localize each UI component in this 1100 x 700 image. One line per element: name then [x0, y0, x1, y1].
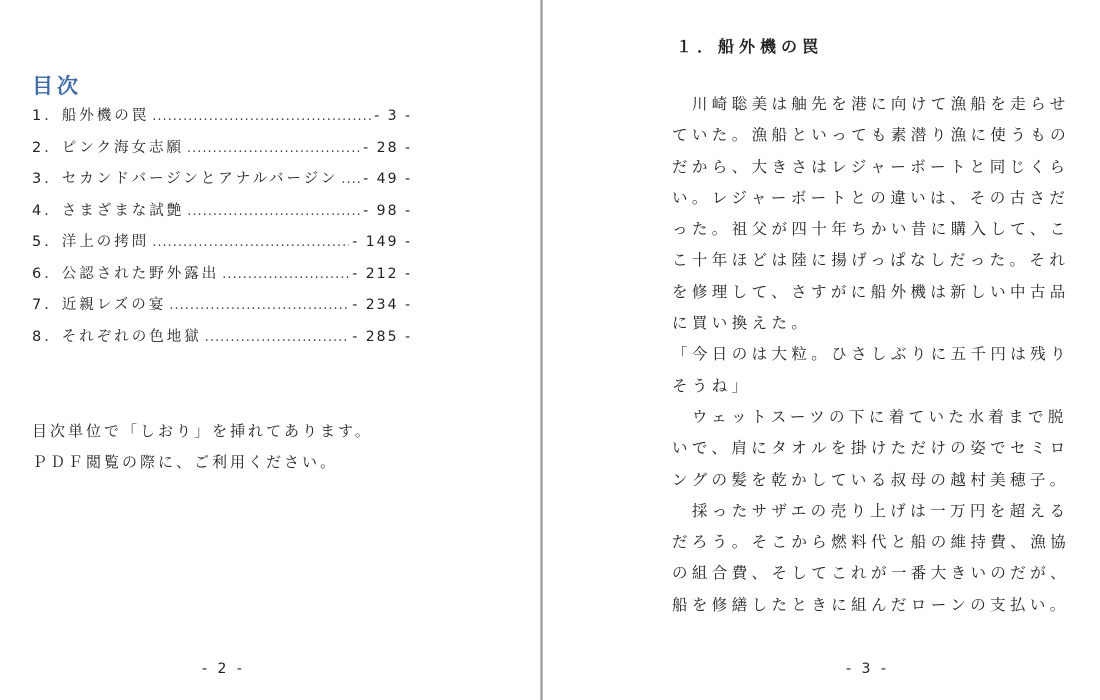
- toc-entry[interactable]: [32, 293, 412, 325]
- body-line: った。祖父が四十年ちかい昔に購入して、こ: [672, 220, 1070, 239]
- body-line: ウェットスーツの下に着ていた水着まで脱: [672, 407, 1068, 426]
- toc-leader-dots: [169, 298, 349, 313]
- bookmark-note: [32, 420, 512, 482]
- body-line: に買い換えた。: [672, 314, 812, 333]
- body-line: ングの髪を乾かしている叔母の越村美穂子。: [672, 470, 1070, 489]
- body-line: 「今日のは大粒。ひさしぶりに五千円は残り: [672, 345, 1071, 364]
- body-line: こ十年ほどは陸に揚げっぱなしだった。それ: [672, 251, 1070, 270]
- toc-entry-number: 1．: [32, 108, 62, 124]
- toc-entry-page: - 234 -: [352, 297, 412, 313]
- page-number-left: - 2 -: [202, 661, 245, 677]
- body-line: ていた。漁船といっても素潜り漁に使うもの: [672, 126, 1071, 145]
- toc-entry[interactable]: [32, 136, 412, 168]
- toc-leader-dots: [187, 141, 360, 156]
- body-line: を修理して、さすがに船外機は新しい中古品: [672, 282, 1070, 301]
- toc-entry[interactable]: [32, 167, 412, 199]
- body-line: の組合費、そしてこれが一番大きいのだが、: [672, 564, 1071, 583]
- body-line: い。レジャーボートとの違いは、その古さだ: [672, 188, 1070, 207]
- toc-entry-label: 公認された野外露出: [61, 265, 220, 282]
- toc-entry-page: - 285 -: [352, 328, 412, 345]
- toc-leader-dots: [187, 204, 360, 219]
- toc-entry-number: 6．: [32, 265, 62, 282]
- toc-entry-page: - 49 -: [363, 171, 412, 187]
- toc-entry-number: 5．: [32, 234, 62, 250]
- chapter-title: １．船外機の罠: [676, 37, 824, 56]
- toc-entry-label: 洋上の拷問: [61, 234, 150, 250]
- toc-entry-page: - 28 -: [363, 139, 412, 156]
- toc-entry-page: - 149 -: [352, 234, 412, 250]
- note-line: ＰＤＦ閲覧の際に、ご利用ください。: [32, 453, 339, 471]
- toc-entry-label: 船外機の罠: [61, 108, 150, 124]
- body-line: そうね」: [672, 376, 752, 395]
- toc-entry-label: それぞれの色地獄: [61, 328, 202, 345]
- note-line: 目次単位で「しおり」を挿れてあります。: [32, 422, 373, 440]
- body-line: だから、大きさはレジャーボートと同じくら: [672, 157, 1070, 176]
- toc-entry-label: 近親レズの宴: [61, 297, 167, 313]
- toc-entry-label: ピンク海女志願: [61, 139, 184, 156]
- toc-entry-page: - 212 -: [352, 265, 412, 282]
- toc-entry-number: 8．: [32, 328, 62, 345]
- toc-entry[interactable]: [32, 230, 412, 262]
- toc-leader-dots: [205, 330, 350, 345]
- toc-entry[interactable]: [32, 199, 412, 231]
- toc-entry[interactable]: [32, 104, 412, 136]
- body-line: いで、肩にタオルを掛けただけの姿でセミロ: [672, 439, 1070, 458]
- toc-leader-dots: [341, 172, 360, 187]
- toc-entry[interactable]: [32, 325, 412, 357]
- toc-entry-number: 3．: [32, 171, 62, 187]
- page-number-right: - 3 -: [846, 661, 889, 677]
- toc-leader-dots: [222, 267, 349, 282]
- toc-leader-dots: [152, 109, 371, 124]
- body-text: [672, 92, 1072, 624]
- toc-entry-label: セカンドバージンとアナルバージン: [61, 171, 339, 187]
- body-line: 採ったサザエの売り上げは一万円を超える: [672, 501, 1070, 520]
- toc-entry-page: - 3 -: [374, 108, 412, 124]
- toc-entry-page: - 98 -: [363, 202, 412, 219]
- body-line: 川崎聡美は舳先を港に向けて漁船を走らせ: [672, 95, 1070, 113]
- body-line: 船を修繕したときに組んだローンの支払い。: [672, 595, 1070, 614]
- toc-list: [32, 104, 412, 356]
- toc-leader-dots: [152, 235, 349, 250]
- toc-entry[interactable]: [32, 262, 412, 294]
- toc-entry-number: 4．: [32, 202, 62, 219]
- body-line: だろう。そこから燃料代と船の維持費、漁協: [672, 533, 1071, 552]
- toc-entry-number: 7．: [32, 297, 62, 313]
- toc-entry-number: 2．: [32, 139, 62, 156]
- toc-title: 目次: [32, 74, 82, 98]
- toc-entry-label: さまざまな試艶: [61, 202, 185, 219]
